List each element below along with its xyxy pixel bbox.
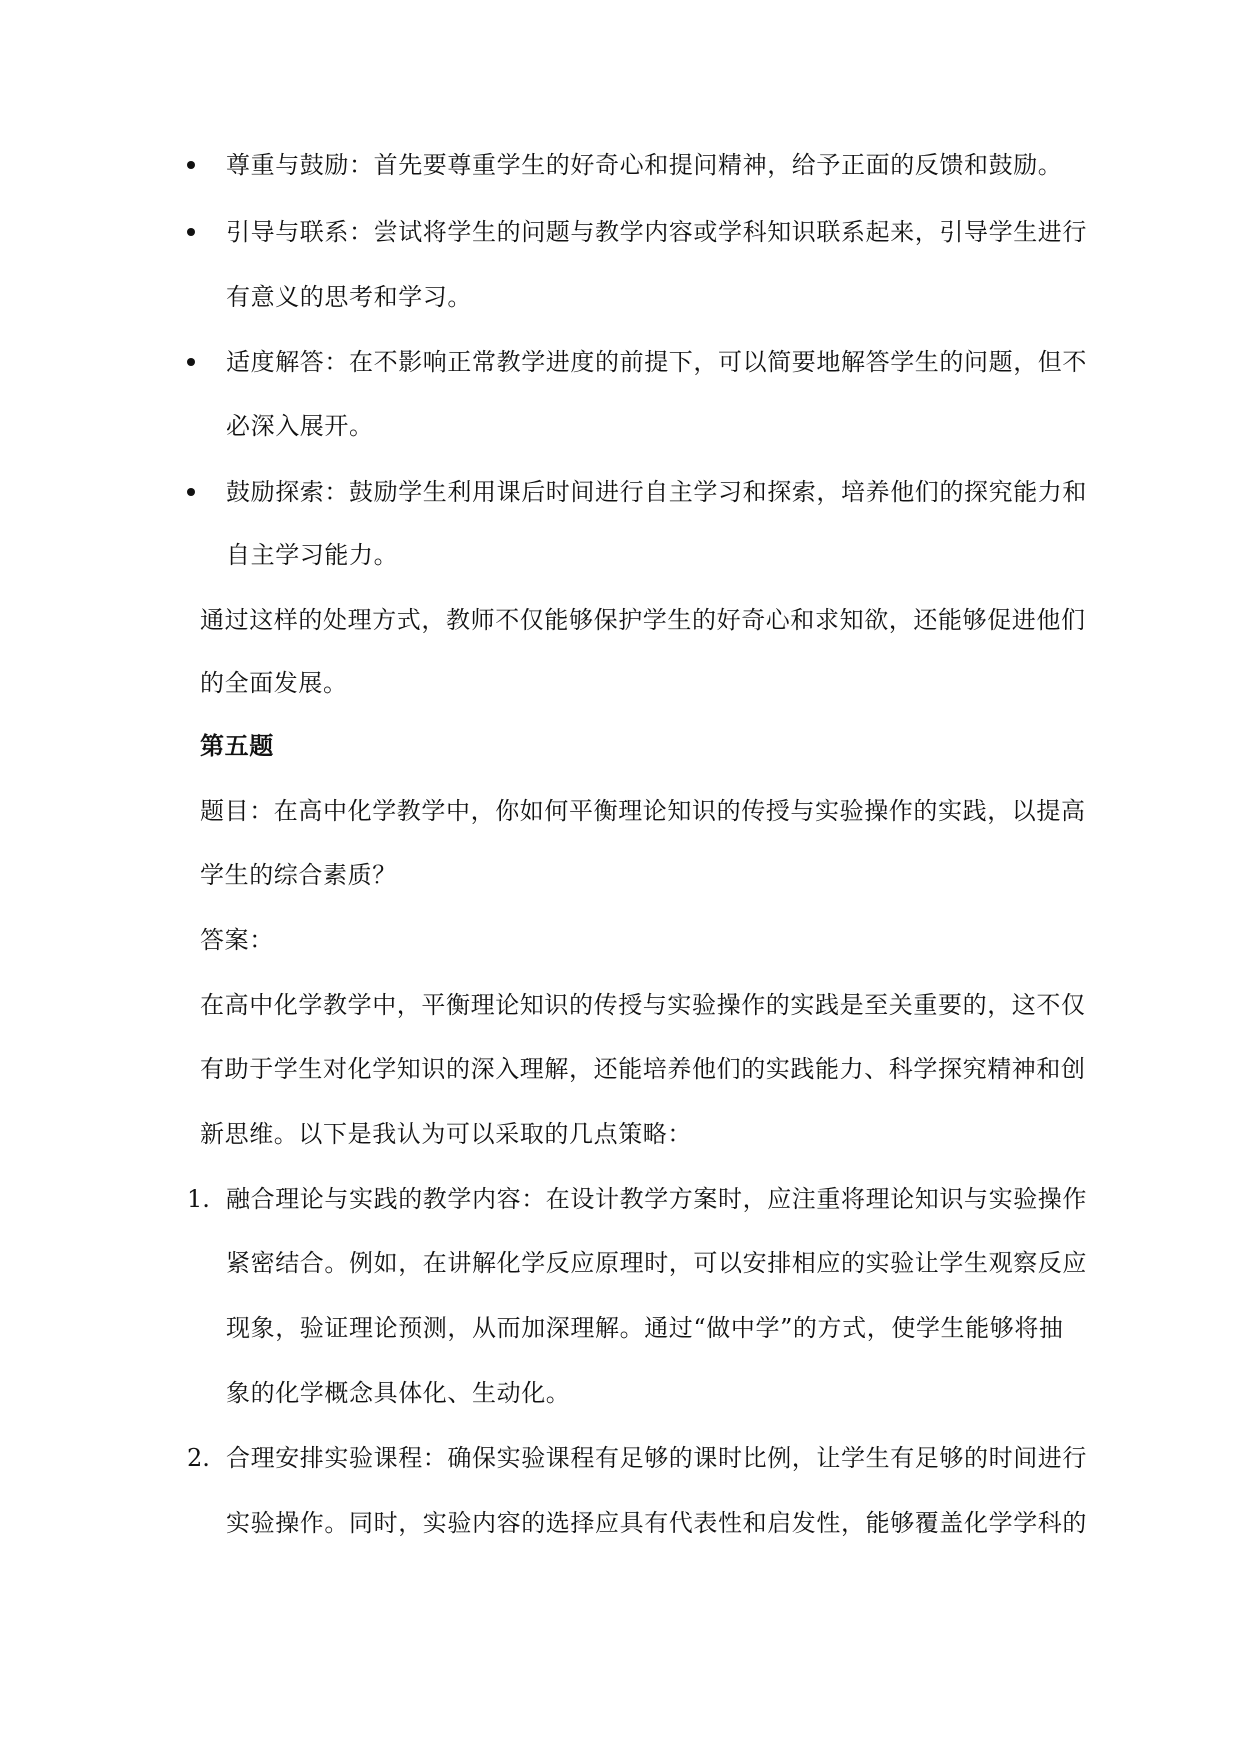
numbered-1-line-2: 紧密结合。例如，在讲解化学反应原理时，可以安排相应的实验让学生观察反应 xyxy=(226,1249,1087,1277)
numbered-marker: 1. xyxy=(187,1185,210,1213)
summary-line-2: 的全面发展。 xyxy=(200,669,348,697)
answer-intro-line-2: 有助于学生对化学知识的深入理解，还能培养他们的实践能力、科学探究精神和创 xyxy=(200,1055,1086,1083)
bullet-dot xyxy=(187,161,195,169)
bullet-dot xyxy=(187,358,195,366)
summary-line-1: 通过这样的处理方式，教师不仅能够保护学生的好奇心和求知欲，还能够促进他们 xyxy=(200,606,1086,634)
numbered-1-line-3: 现象，验证理论预测，从而加深理解。通过“做中学”的方式，使学生能够将抽 xyxy=(226,1314,1064,1342)
bullet-3-line-2: 必深入展开。 xyxy=(226,412,374,440)
bullet-2-line-2: 有意义的思考和学习。 xyxy=(226,283,472,311)
numbered-2-line-1: 合理安排实验课程：确保实验课程有足够的课时比例，让学生有足够的时间进行 xyxy=(226,1444,1087,1472)
numbered-marker: 2. xyxy=(187,1444,210,1472)
bullet-dot xyxy=(187,488,195,496)
bullet-1-line-1: 尊重与鼓励：首先要尊重学生的好奇心和提问精神，给予正面的反馈和鼓励。 xyxy=(226,151,1063,179)
bullet-4-line-1: 鼓励探索：鼓励学生利用课后时间进行自主学习和探索，培养他们的探究能力和 xyxy=(226,478,1087,506)
numbered-1-line-4: 象的化学概念具体化、生动化。 xyxy=(226,1379,571,1407)
answer-label: 答案： xyxy=(200,926,274,954)
section-heading: 第五题 xyxy=(200,732,274,760)
bullet-3-line-1: 适度解答：在不影响正常教学进度的前提下，可以简要地解答学生的问题，但不 xyxy=(226,348,1087,376)
answer-intro-line-3: 新思维。以下是我认为可以采取的几点策略： xyxy=(200,1120,692,1148)
numbered-2-line-2: 实验操作。同时，实验内容的选择应具有代表性和启发性，能够覆盖化学学科的 xyxy=(226,1509,1087,1537)
bullet-2-line-1: 引导与联系：尝试将学生的问题与教学内容或学科知识联系起来，引导学生进行 xyxy=(226,218,1087,246)
answer-intro-line-1: 在高中化学教学中，平衡理论知识的传授与实验操作的实践是至关重要的，这不仅 xyxy=(200,991,1086,1019)
question-line-1: 题目：在高中化学教学中，你如何平衡理论知识的传授与实验操作的实践，以提高 xyxy=(200,797,1086,825)
question-line-2: 学生的综合素质？ xyxy=(200,861,397,889)
bullet-dot xyxy=(187,228,195,236)
numbered-1-line-1: 融合理论与实践的教学内容：在设计教学方案时，应注重将理论知识与实验操作 xyxy=(226,1185,1087,1213)
bullet-4-line-2: 自主学习能力。 xyxy=(226,541,399,569)
